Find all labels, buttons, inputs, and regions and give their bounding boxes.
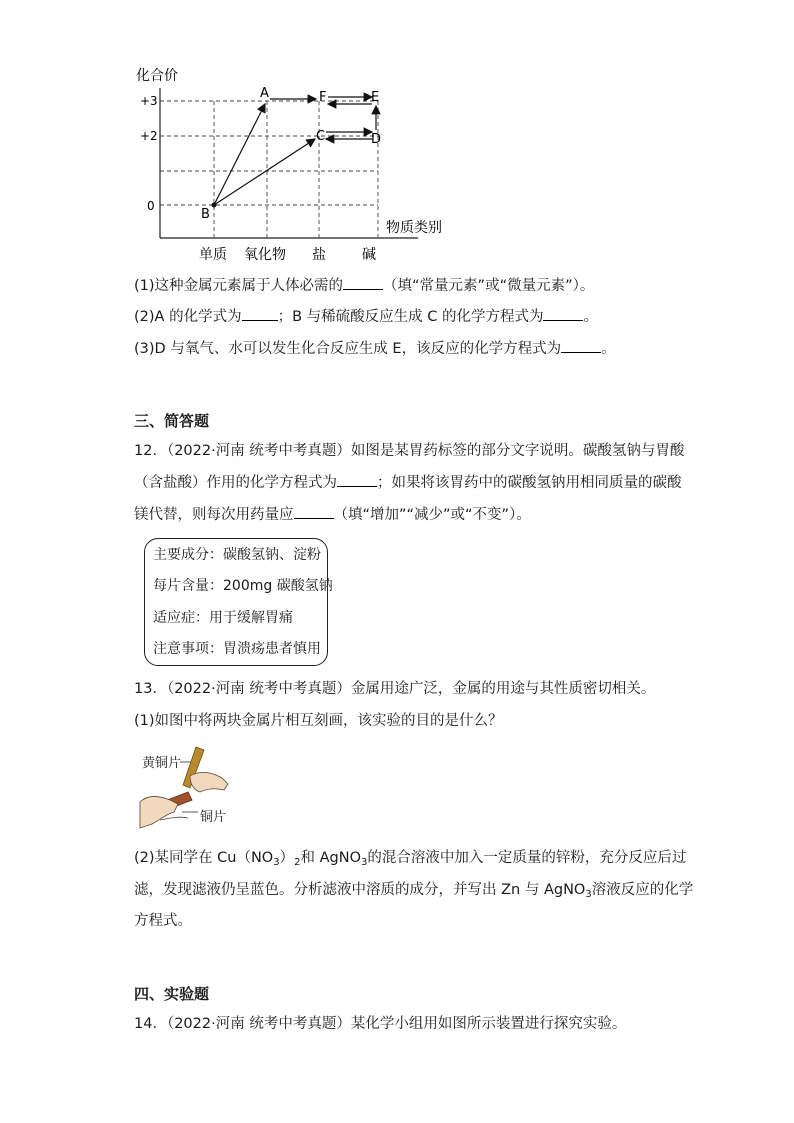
q11-part2-text: (2)A 的化学式为 <box>134 309 242 325</box>
q11-part3-end: 。 <box>601 341 616 357</box>
answer-blank[interactable] <box>242 306 278 321</box>
y-tick-plus2: +2 <box>140 129 158 143</box>
q13-p2-line2-a: 滤，发现滤液仍呈蓝色。分析滤液中溶质的成分，并写出 Zn 与 AgNO <box>134 882 586 898</box>
q11-part1-hint: （填“常量元素”或“微量元素”）。 <box>383 278 595 294</box>
valence-chart <box>120 60 460 270</box>
answer-blank[interactable] <box>543 306 583 321</box>
q13-part2-line2 <box>134 880 693 905</box>
x-axis-label: 物质类别 <box>386 220 442 236</box>
q13-p2-d: 的混合溶液中加入一定质量的锌粉，充分反应后过 <box>367 850 687 866</box>
y-tick-zero: 0 <box>147 199 155 213</box>
brass-label: 黄铜片 <box>142 756 182 771</box>
q12-line3-text: 镁代替，则每次用药量应 <box>134 507 294 523</box>
x-tick-element: 单质 <box>199 247 227 263</box>
q11-part1-text: (1)这种金属元素属于人体必需的 <box>134 278 344 294</box>
q13-part2-line3: 方程式。 <box>134 913 192 929</box>
section-title-experiment: 四、实验题 <box>134 985 210 1003</box>
point-label-d: D <box>371 132 382 147</box>
q12-line2-text: （含盐酸）作用的化学方程式为 <box>134 475 337 491</box>
label-indication: 适应症：用于缓解胃痛 <box>153 610 293 626</box>
q11-part3 <box>134 338 616 359</box>
q11-part2 <box>134 306 598 327</box>
point-label-a: A <box>260 86 269 101</box>
q11-part3-text: (3)D 与氧气、水可以发生化合反应生成 E，该反应的化学方程式为 <box>134 341 562 357</box>
point-label-e: E <box>371 90 380 105</box>
point-b <box>212 203 217 208</box>
subscript-3: 3 <box>273 857 280 868</box>
answer-blank[interactable] <box>337 472 377 487</box>
x-tick-base: 碱 <box>362 247 376 263</box>
q13-part2-line1 <box>134 848 686 873</box>
medicine-label-box <box>144 538 333 666</box>
subscript-2: 2 <box>294 857 301 868</box>
q12-line2-rest: ；如果将该胃药中的碳酸氢钠用相同质量的碳酸 <box>377 475 682 491</box>
label-notes: 注意事项：胃溃疡患者慎用 <box>153 641 321 657</box>
q13-part1: (1)如图中将两块金属片相互刻画，该实验的目的是什么？ <box>134 713 503 729</box>
q11-part2-end: 。 <box>583 309 598 325</box>
label-ingredients: 主要成分：碳酸氢钠、淀粉 <box>153 547 321 563</box>
subscript-3: 3 <box>360 857 368 868</box>
q14-line1: 14．（2022·河南 统考中考真题）某化学小组用如图所示装置进行探究实验。 <box>134 1016 627 1032</box>
q13-intro: 13．（2022·河南 统考中考真题）金属用途广泛，金属的用途与其性质密切相关。 <box>134 681 656 697</box>
q12-line2 <box>134 472 682 493</box>
answer-blank[interactable] <box>294 504 334 519</box>
hands-illustration <box>130 742 240 834</box>
q11-part2-mid: ；B 与稀硫酸反应生成 C 的化学方程式为 <box>277 309 544 325</box>
q12-line1: 12．（2022·河南 统考中考真题）如图是某胃药标签的部分文字说明。碳酸氢钠与胃酸 <box>134 443 685 459</box>
arrow-b-to-a <box>214 104 265 205</box>
q13-p2-line2-b: 溶液反应的化学 <box>591 882 694 898</box>
subscript-3: 3 <box>585 889 592 900</box>
point-label-c: C <box>316 129 326 144</box>
copper-label: 铜片 <box>200 810 227 825</box>
answer-blank[interactable] <box>343 275 383 290</box>
answer-blank[interactable] <box>561 338 601 353</box>
y-axis-label: 化合价 <box>136 68 178 84</box>
q12-line3 <box>134 504 531 525</box>
q13-p2-c: 和 AgNO <box>300 850 361 866</box>
section-title-short-answer: 三、简答题 <box>134 412 210 430</box>
q12-line3-hint: （填“增加”“减少”或“不变”）。 <box>333 507 531 523</box>
x-tick-salt: 盐 <box>312 247 326 263</box>
q13-p2-b: ） <box>279 850 295 866</box>
arrow-b-to-c <box>214 139 315 205</box>
label-content: 每片含量：200mg 碳酸氢钠 <box>153 578 333 594</box>
q13-p2-a: (2)某同学在 Cu（NO <box>134 850 274 866</box>
point-label-b: B <box>201 207 210 222</box>
y-tick-plus3: +3 <box>140 94 158 108</box>
x-tick-oxide: 氧化物 <box>244 247 286 263</box>
metal-scratch-figure <box>130 742 240 834</box>
q11-part1 <box>134 275 594 296</box>
point-label-f: F <box>319 90 327 105</box>
